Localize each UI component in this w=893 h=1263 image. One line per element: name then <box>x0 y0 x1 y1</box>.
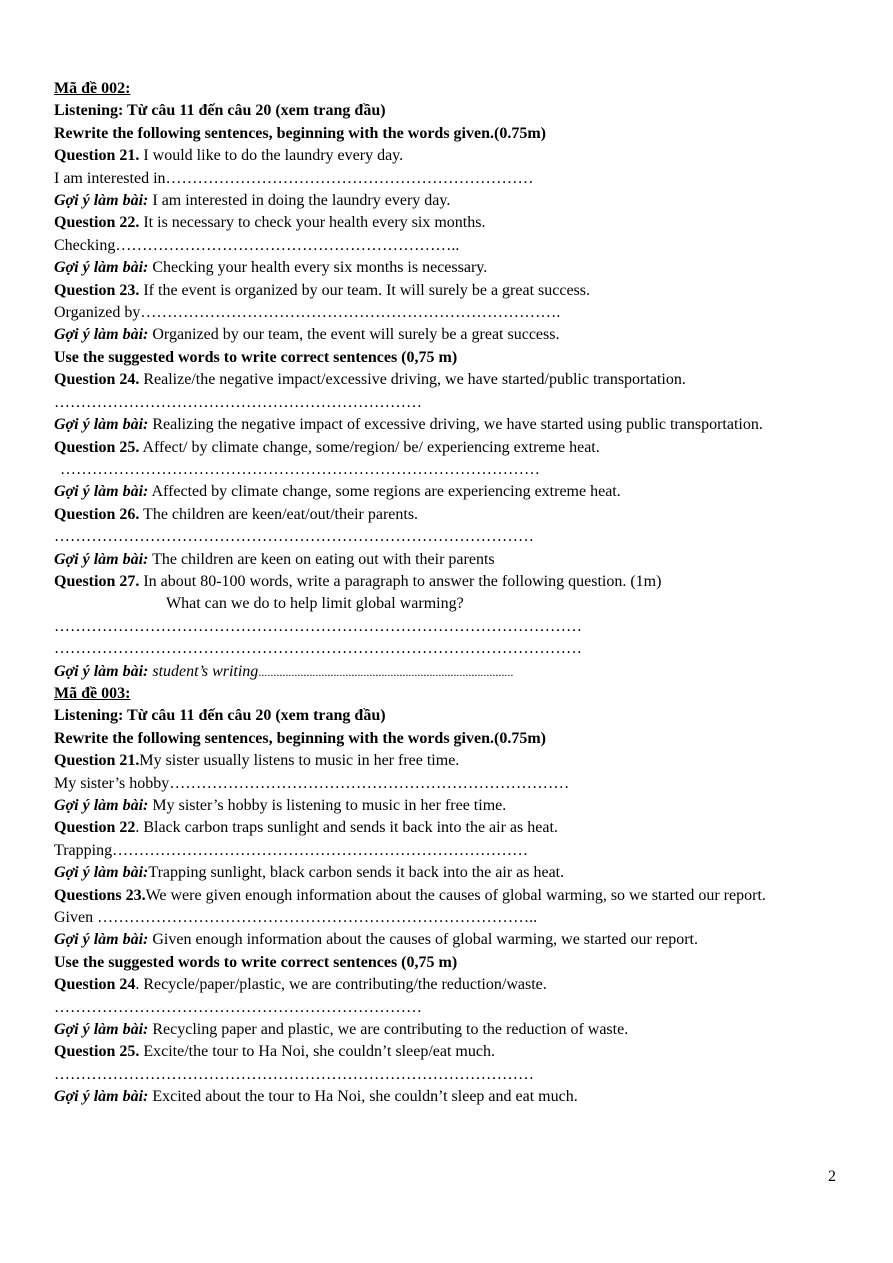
question-label: Question 27. <box>54 572 140 590</box>
answer-hint <box>54 795 854 817</box>
hint-answer: Recycling paper and plastic, we are contributing to the reduction of waste. <box>148 1021 629 1039</box>
question-label: Question 24 <box>54 976 136 994</box>
hint-answer: Checking your health every six months is necessary. <box>148 259 488 277</box>
question-21 <box>54 750 854 772</box>
answer-hint <box>54 190 854 212</box>
question-26 <box>54 504 854 526</box>
answer-prompt: Organized by……………………………………………………………………. <box>54 304 561 322</box>
question-24 <box>54 974 854 996</box>
answer-line: ……………………………………………………………………………………… <box>54 640 582 658</box>
answer-prompt: My sister’s hobby………………………………………………………………… <box>54 774 570 792</box>
question-27 <box>54 571 854 593</box>
question-22 <box>54 817 854 839</box>
hint-label: Gợi ý làm bài: <box>54 931 149 949</box>
rewrite-heading: Rewrite the following sentences, beginning with the words given.(0.75m) <box>54 124 546 142</box>
hint-label: Gợi ý làm bài: <box>54 662 149 680</box>
suggested-words-heading: Use the suggested words to write correct sentences (0,75 m) <box>54 348 458 366</box>
question-text: We were given enough information about the causes of global warming, so we started our report. <box>145 886 766 904</box>
question-text: Affect/ by climate change, some/region/ be/ experiencing extreme heat. <box>139 438 600 456</box>
question-text: I would like to do the laundry every day. <box>139 147 404 165</box>
answer-hint <box>54 1019 854 1041</box>
question-text: . Black carbon traps sunlight and sends it back into the air as heat. <box>135 819 558 837</box>
document-page <box>54 78 854 1109</box>
question-22 <box>54 212 854 234</box>
question-21 <box>54 145 854 167</box>
question-label: Question 24. <box>54 371 140 389</box>
answer-hint <box>54 549 854 571</box>
section-title-003: Mã đề 003: <box>54 684 131 702</box>
question-label: Question 21. <box>54 752 140 770</box>
question-text: Excite/the tour to Ha Noi, she couldn’t sleep/eat much. <box>139 1043 495 1061</box>
hint-answer: The children are keen on eating out with their parents <box>148 550 495 568</box>
hint-label: Gợi ý làm bài: <box>54 864 149 882</box>
question-23 <box>54 885 844 907</box>
section-title-002: Mã đề 002: <box>54 80 131 97</box>
answer-line: ……………………………………………………………………………… <box>54 528 534 546</box>
hint-answer: student’s writing <box>148 662 259 680</box>
answer-line: ……………………………………………………………………………… <box>60 460 540 478</box>
hint-label: Gợi ý làm bài: <box>54 259 149 277</box>
question-label: Question 26. <box>54 505 140 523</box>
hint-label: Gợi ý làm bài: <box>54 483 149 501</box>
answer-hint <box>54 1086 854 1108</box>
hint-label: Gợi ý làm bài: <box>54 192 149 210</box>
answer-prompt: Given ……………………………………………………………………….. <box>54 909 538 927</box>
answer-prompt: I am interested in…………………………………………………………… <box>54 169 534 187</box>
hint-label: Gợi ý làm bài: <box>54 326 149 344</box>
question-label: Question 22. <box>54 214 140 232</box>
question-text: . Recycle/paper/plastic, we are contributing/the reduction/waste. <box>135 976 547 994</box>
question-25 <box>54 437 854 459</box>
question-text: If the event is organized by our team. It will surely be a great success. <box>139 281 591 299</box>
answer-line: …………………………………………………………… <box>54 998 422 1016</box>
question-label: Questions 23. <box>54 886 146 904</box>
answer-hint <box>54 481 854 503</box>
answer-hint <box>54 661 854 683</box>
answer-prompt: Trapping…………………………………………………………………… <box>54 841 529 859</box>
answer-hint <box>54 929 854 951</box>
hint-answer: Excited about the tour to Ha Noi, she couldn’t sleep and eat much. <box>148 1088 578 1106</box>
hint-answer: Organized by our team, the event will surely be a great success. <box>148 326 560 344</box>
question-24 <box>54 369 854 391</box>
hint-label: Gợi ý làm bài: <box>54 550 149 568</box>
answer-hint <box>54 414 814 436</box>
answer-line: …………………………………………………………… <box>54 393 422 411</box>
answer-hint <box>54 324 854 346</box>
hint-answer: My sister’s hobby is listening to music in her free time. <box>148 797 507 814</box>
question-label: Question 25. <box>54 438 140 456</box>
hint-label: Gợi ý làm bài: <box>54 1088 149 1106</box>
question-label: Question 23. <box>54 281 140 299</box>
page-number: 2 <box>828 1168 836 1185</box>
question-25 <box>54 1041 854 1063</box>
hint-label: Gợi ý làm bài: <box>54 797 149 814</box>
answer-line: ……………………………………………………………………………… <box>54 1065 534 1083</box>
suggested-words-heading: Use the suggested words to write correct sentences (0,75 m) <box>54 953 458 971</box>
hint-answer: Realizing the negative impact of excessive driving, we have started using public transportation. <box>148 416 763 434</box>
question-text: It is necessary to check your health every six months. <box>139 214 486 232</box>
question-text: In about 80-100 words, write a paragraph to answer the following question. (1m) <box>139 572 662 590</box>
hint-label: Gợi ý làm bài: <box>54 1021 149 1039</box>
hint-answer-dots: ..................................................................................... <box>258 664 514 679</box>
rewrite-heading: Rewrite the following sentences, beginning with the words given.(0.75m) <box>54 729 546 747</box>
question-23 <box>54 280 854 302</box>
question-label: Question 25. <box>54 1043 140 1061</box>
question-label: Question 21. <box>54 147 140 165</box>
question-text: My sister usually listens to music in her free time. <box>139 752 460 770</box>
answer-line: ……………………………………………………………………………………… <box>54 617 582 635</box>
hint-answer: Affected by climate change, some regions are experiencing extreme heat. <box>148 483 621 501</box>
answer-hint <box>54 862 854 884</box>
hint-answer: Trapping sunlight, black carbon sends it back into the air as heat. <box>148 864 565 882</box>
answer-prompt: Checking……………………………………………………….. <box>54 236 460 254</box>
essay-question: What can we do to help limit global warming? <box>166 595 464 613</box>
hint-label: Gợi ý làm bài: <box>54 416 149 434</box>
question-text: Realize/the negative impact/excessive driving, we have started/public transportation. <box>139 371 686 389</box>
question-label: Question 22 <box>54 819 136 837</box>
listening-heading: Listening: Từ câu 11 đến câu 20 (xem trang đầu) <box>54 707 386 725</box>
hint-answer: Given enough information about the causes of global warming, we started our report. <box>148 931 698 949</box>
listening-heading: Listening: Từ câu 11 đến câu 20 (xem trang đầu) <box>54 102 386 120</box>
question-text: The children are keen/eat/out/their parents. <box>139 505 419 523</box>
answer-hint <box>54 257 854 279</box>
hint-answer: I am interested in doing the laundry every day. <box>148 192 451 210</box>
